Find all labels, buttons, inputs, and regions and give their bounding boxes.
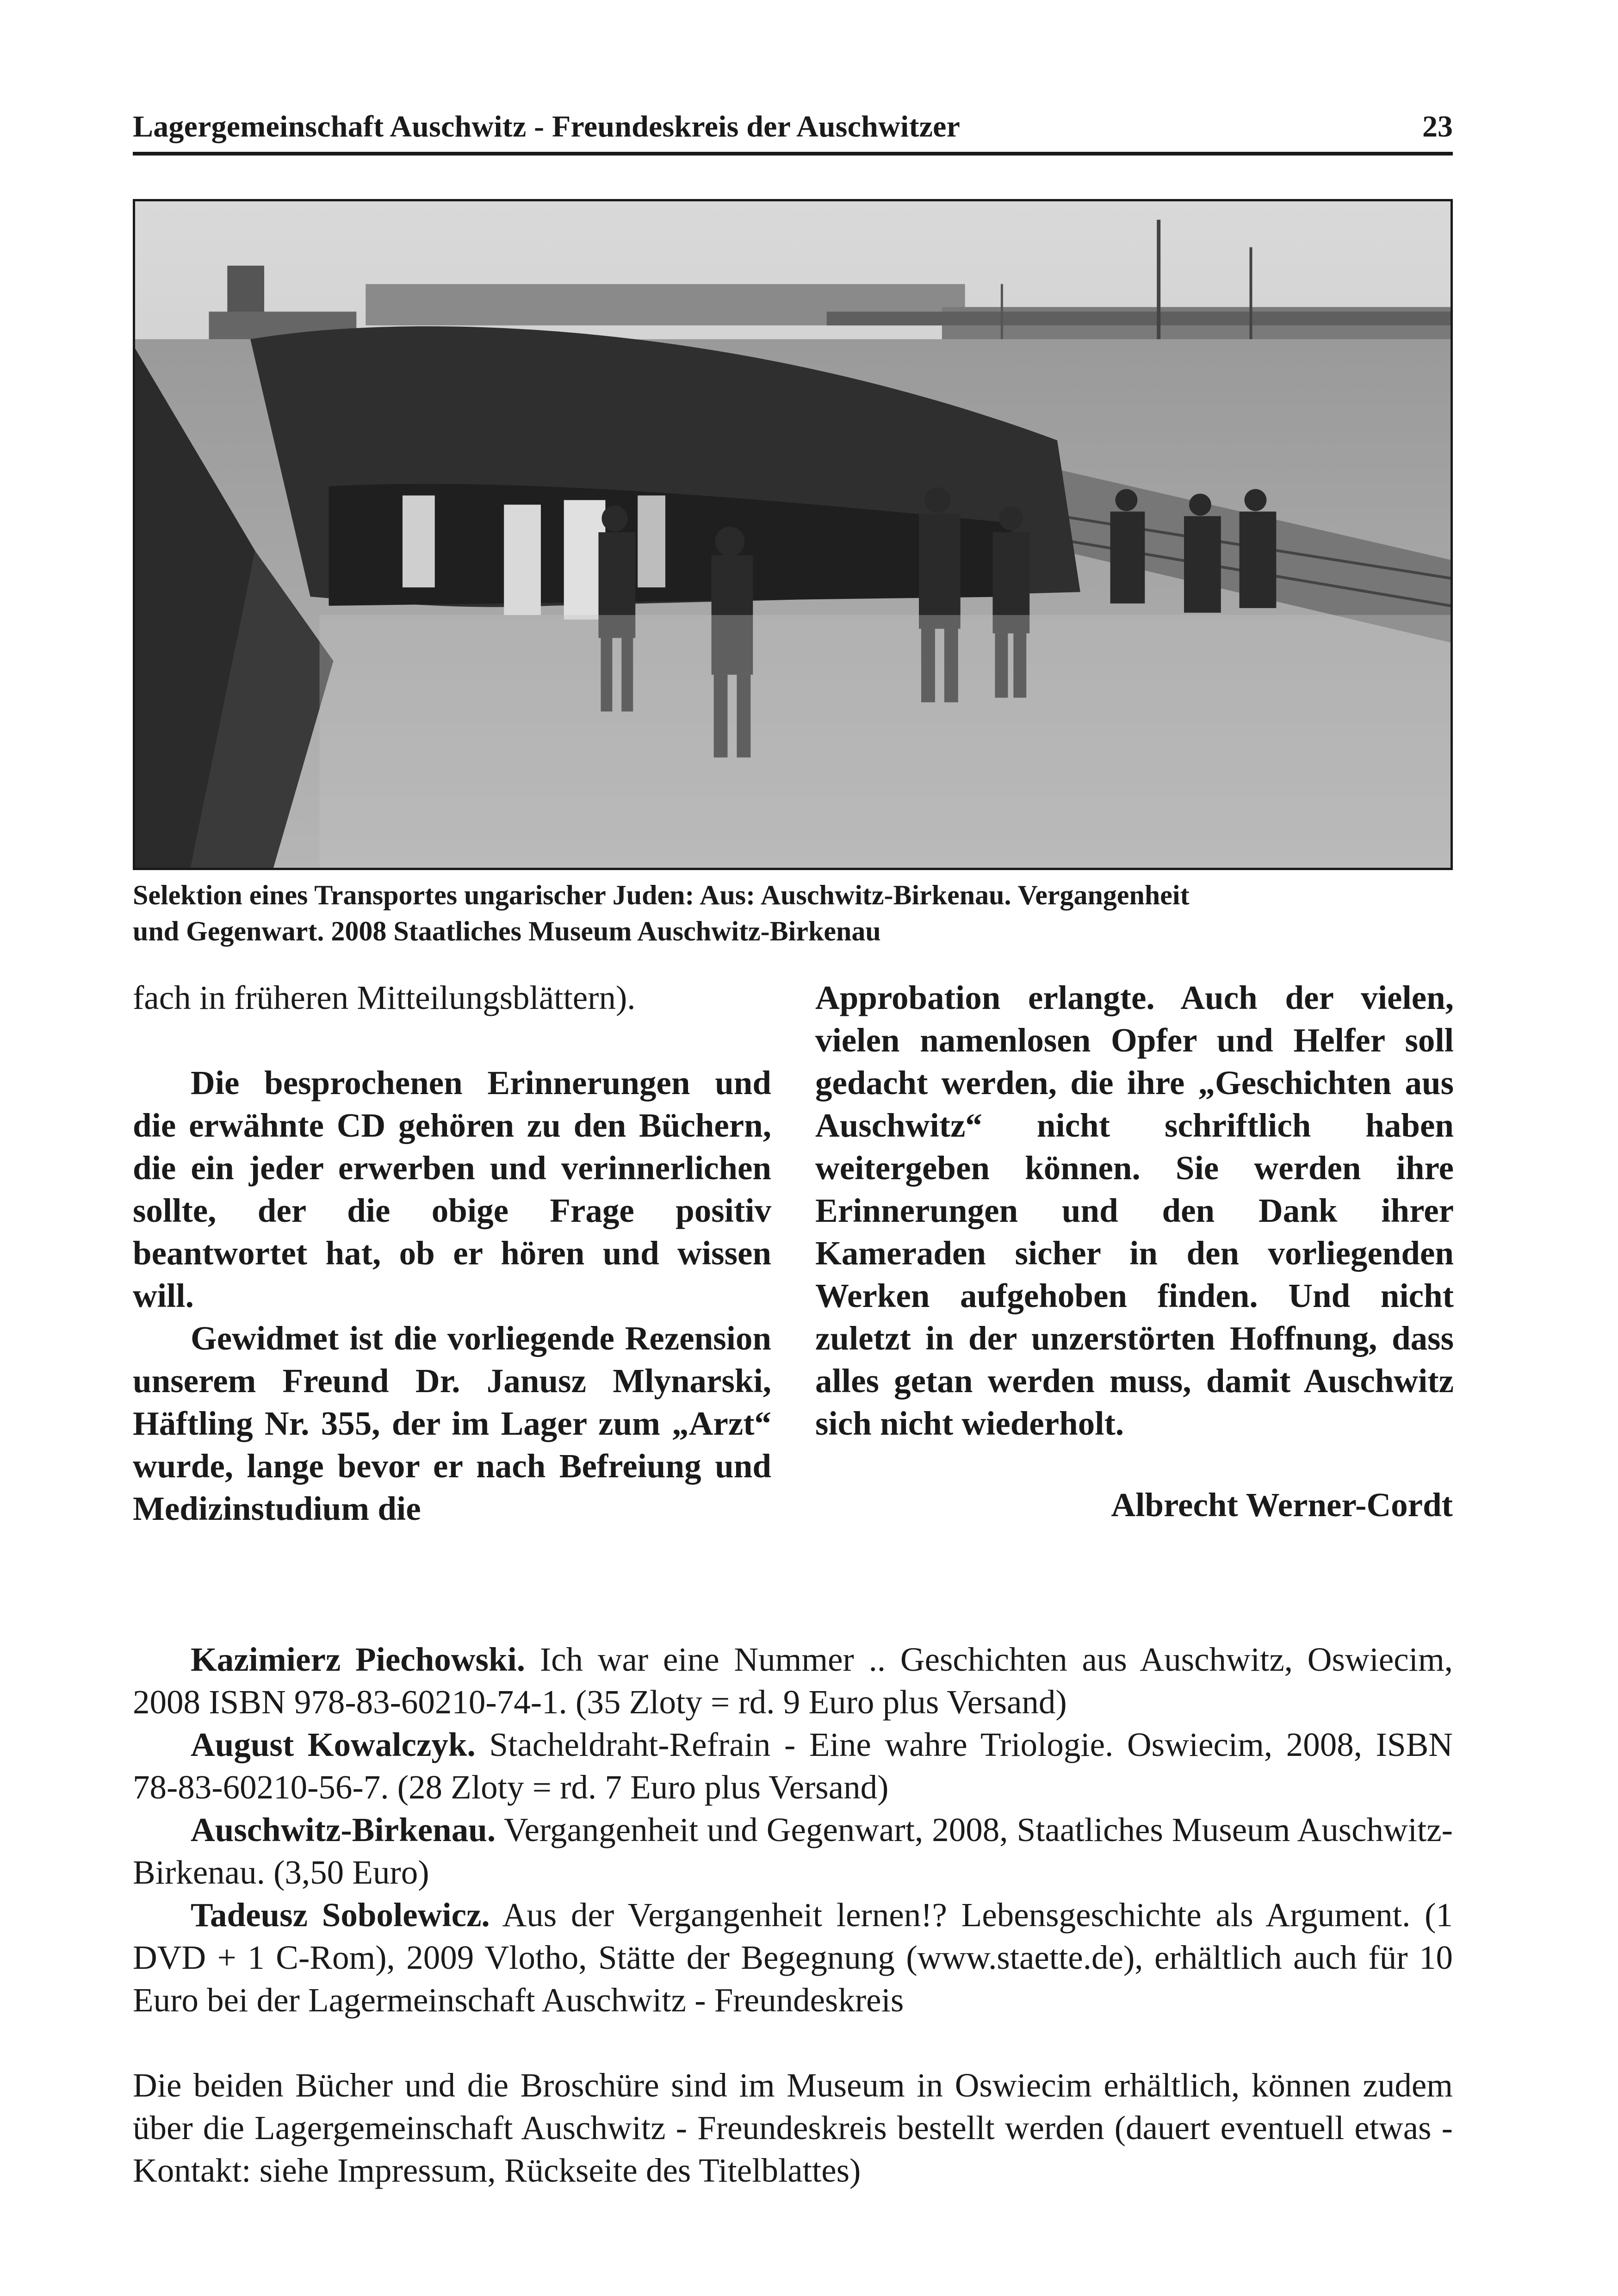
reference-text: Vergangenheit und Gegenwart, 2008, Staatliches Museum Auschwitz-Birkenau. (3,50 Euro)	[133, 1811, 1453, 1891]
reference-item	[133, 1894, 1453, 2022]
reference-author: August Kowalczyk.	[191, 1726, 476, 1763]
left-paragraph-1: fach in früheren Mitteilungsblättern).	[133, 979, 636, 1016]
reference-text: Ich war eine Nummer .. Geschichten aus Auschwitz, Oswiecim, 2008 ISBN 978-83-60210-74-1. (35 Zloty = rd. 9 Euro plus Versand)	[133, 1641, 1453, 1721]
caption-line-2: und Gegenwart. 2008 Staatliches Museum Auschwitz-Birkenau	[133, 916, 881, 946]
right-paragraph-1: Approbation erlangte. Auch der vielen, vielen namenlosen Opfer und Helfer soll gedacht werden, die ihre „Geschichten aus Auschwitz“ nicht schriftlich haben weitergeben können. Sie werden ihre Erinnerungen und den Dank ihrer Kameraden sicher in den vorliegenden Werken aufgehoben finden. Und nicht zuletzt in der unzerstörten Hoffnung, dass alles getan werden muss, damit Auschwitz sich nicht wiederholt.	[815, 979, 1454, 1442]
left-paragraph-3: Gewidmet ist die vorliegende Rezension unserem Freund Dr. Janusz Mlynarski, Häftling Nr. 355, der im Lager zum „Arzt“ wurde, lange bevor er nach Befreiung und Medizinstudium die	[133, 1319, 771, 1527]
reference-text: Stacheldraht-Refrain - Eine wahre Triologie. Oswiecim, 2008, ISBN 78-83-60210-56-7. (28 Zloty = rd. 7 Euro plus Versand)	[133, 1726, 1453, 1806]
caption-line-1: Selektion eines Transportes ungarischer Juden: Aus: Auschwitz-Birkenau. Vergangenheit	[133, 880, 1190, 910]
book-references	[133, 1638, 1453, 2022]
reference-item	[133, 1724, 1453, 1809]
reference-author: Tadeusz Sobolewicz.	[191, 1896, 490, 1934]
reference-author: Auschwitz-Birkenau.	[191, 1811, 496, 1848]
right-column	[815, 977, 1454, 1445]
page-number: 23	[1422, 110, 1453, 143]
reference-author: Kazimierz Piechowski.	[191, 1641, 526, 1678]
closing-note: Die beiden Bücher und die Broschüre sind im Museum in Oswiecim erhältlich, können zudem über die Lagergemeinschaft Auschwitz - Freundeskreis bestellt werden (dauert eventuell etwas - Kontakt: siehe Impressum, Rückseite des Titelblattes)	[133, 2066, 1453, 2189]
photo-caption	[133, 877, 1453, 949]
reference-item	[133, 1809, 1453, 1894]
historical-photo-icon	[135, 201, 1451, 868]
running-header	[133, 106, 1453, 156]
historical-photo	[133, 199, 1453, 870]
header-title: Lagergemeinschaft Auschwitz - Freundeskreis der Auschwitzer	[133, 110, 961, 143]
reference-item	[133, 1638, 1453, 1724]
left-column	[133, 977, 771, 1530]
author-signature: Albrecht Werner-Cordt	[1111, 1486, 1453, 1524]
left-paragraph-2: Die besprochenen Erinnerungen und die erwähnte CD gehören zu den Büchern, die ein jeder erwerben und verinnerlichen sollte, der die obige Frage positiv beantwortet hat, ob er hören und wissen will.	[133, 1064, 771, 1314]
reference-text: Aus der Vergangenheit lernen!? Lebensgeschichte als Argument. (1 DVD + 1 C-Rom), 2009 Vlotho, Stätte der Begegnung (www.staette.de), erhältlich auch für 10 Euro bei der Lagermeinschaft Auschwitz - Freundeskreis	[133, 1896, 1453, 2019]
